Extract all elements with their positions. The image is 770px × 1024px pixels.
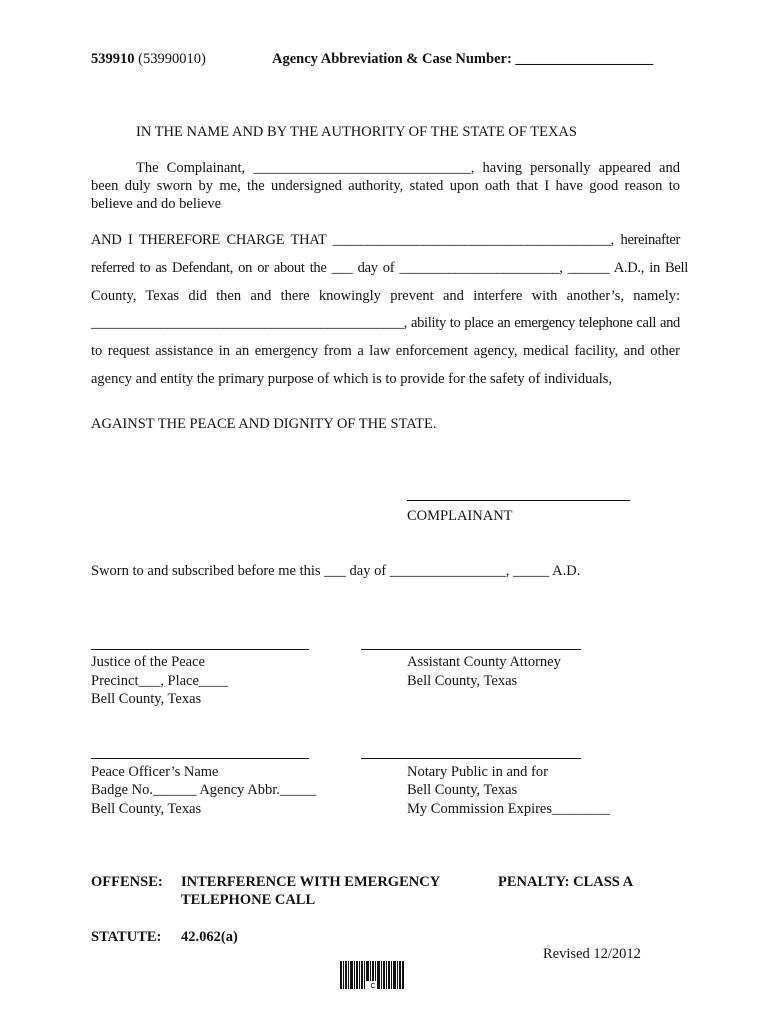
statute-value: 42.062(a) (181, 929, 238, 945)
notary-county: Bell County, Texas (407, 782, 518, 798)
barcode-image (340, 961, 404, 989)
ability-line: _____________________________________________, ability to place an emergency telephone call and (91, 315, 680, 331)
officer-signature-line (91, 758, 309, 759)
officer-title: Peace Officer’s Name (91, 764, 219, 780)
complainant-label: COMPLAINANT (407, 508, 513, 524)
penalty: PENALTY: CLASS A (498, 874, 634, 890)
request-line: to request assistance in an emergency from a law enforcement agency, medical facility, and other (91, 343, 680, 359)
attorney-county: Bell County, Texas (407, 673, 518, 689)
justice-county: Bell County, Texas (91, 691, 202, 707)
notary-title: Notary Public in and for (407, 764, 548, 780)
offense-line-1: INTERFERENCE WITH EMERGENCY (181, 874, 441, 890)
authority-line: IN THE NAME AND BY THE AUTHORITY OF THE STATE OF TEXAS (136, 124, 577, 140)
offense-line-2: TELEPHONE CALL (181, 892, 316, 908)
notary-commission: My Commission Expires________ (407, 801, 611, 817)
complainant-paragraph-line-3: believe and do believe (91, 196, 222, 212)
officer-badge: Badge No.______ Agency Abbr._____ (91, 782, 317, 798)
charge-line: AND I THEREFORE CHARGE THAT ________________________________________, hereinafter (91, 232, 680, 248)
officer-county: Bell County, Texas (91, 801, 202, 817)
complainant-signature-line (407, 500, 630, 501)
barcode-graphic (340, 961, 404, 989)
notary-signature-line (361, 758, 581, 759)
attorney-signature-line (361, 649, 581, 650)
complainant-paragraph-line-1: The Complainant, ______________________________, having personally appeared and (136, 160, 680, 176)
barcode-char: C (370, 983, 376, 989)
revised-date: Revised 12/2012 (543, 946, 641, 962)
defendant-line: referred to as Defendant, on or about the ___ day of _______________________, ______ A.D., in Bell (91, 260, 688, 276)
attorney-title: Assistant County Attorney (407, 654, 561, 670)
statute-label: STATUTE: (91, 929, 162, 945)
form-number (91, 50, 206, 68)
form-code: (53990010) (138, 51, 206, 67)
sworn-line: Sworn to and subscribed before me this ___ day of ________________, _____ A.D. (91, 563, 581, 579)
agency-case-number-label: Agency Abbreviation & Case Number: ___________________ (272, 51, 654, 67)
complainant-paragraph-line-2: been duly sworn by me, the undersigned authority, stated upon oath that I have good reason to (91, 178, 680, 194)
county-line: County, Texas did then and there knowingly prevent and interfere with another’s, namely: (91, 288, 680, 304)
justice-title: Justice of the Peace (91, 654, 205, 670)
peace-dignity-line: AGAINST THE PEACE AND DIGNITY OF THE STATE. (91, 416, 437, 432)
justice-signature-line (91, 649, 309, 650)
form-number-value: 539910 (91, 51, 135, 67)
justice-precinct: Precinct___, Place____ (91, 673, 228, 689)
agency-line: agency and entity the primary purpose of which is to provide for the safety of individuals, (91, 371, 613, 387)
offense-label: OFFENSE: (91, 874, 163, 890)
